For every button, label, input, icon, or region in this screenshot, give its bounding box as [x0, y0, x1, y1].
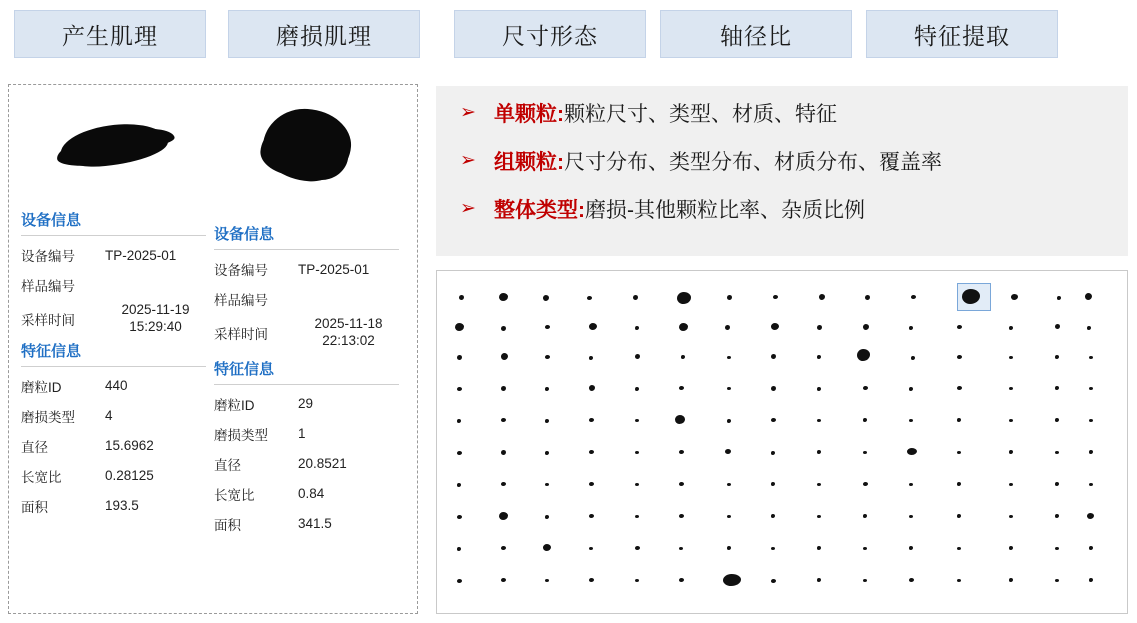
- grid-particle[interactable]: [501, 418, 506, 422]
- grid-particle[interactable]: [725, 325, 730, 330]
- row-key: 磨粒ID: [214, 397, 255, 413]
- grid-particle[interactable]: [1055, 355, 1059, 359]
- table-row: [214, 284, 399, 314]
- grid-particle[interactable]: [545, 451, 549, 455]
- feature-info-title: 特征信息: [21, 340, 206, 367]
- row-key: 采样时间: [214, 326, 268, 342]
- grid-particle[interactable]: [863, 482, 868, 486]
- grid-particle[interactable]: [675, 415, 685, 424]
- grid-particle[interactable]: [771, 386, 776, 391]
- table-row: [214, 509, 399, 539]
- grid-particle[interactable]: [545, 515, 549, 519]
- particle-shape-icon: [58, 119, 170, 170]
- grid-particle[interactable]: [635, 419, 639, 422]
- list-item-text: 颗粒尺寸、类型、材质、特征: [564, 103, 837, 126]
- grid-particle[interactable]: [501, 386, 506, 391]
- grid-particle[interactable]: [501, 326, 506, 331]
- grid-particle[interactable]: [957, 386, 962, 390]
- grid-particle[interactable]: [501, 578, 506, 582]
- grid-particle[interactable]: [1055, 482, 1059, 486]
- grid-particle[interactable]: [771, 323, 779, 330]
- grid-particle[interactable]: [501, 482, 506, 486]
- row-value: TP-2025-01: [298, 261, 370, 277]
- grid-particle[interactable]: [723, 574, 741, 586]
- grid-particle[interactable]: [817, 578, 821, 582]
- grid-particle[interactable]: [633, 295, 638, 300]
- tab-label: 产生肌理: [62, 22, 158, 49]
- grid-particle[interactable]: [589, 356, 593, 360]
- grid-particle[interactable]: [957, 482, 961, 486]
- grid-particle[interactable]: [1009, 450, 1013, 454]
- row-key: 面积: [214, 517, 241, 533]
- grid-particle[interactable]: [1009, 483, 1013, 486]
- grid-particle[interactable]: [681, 355, 685, 359]
- particle-image: [214, 85, 399, 205]
- tab-wear-texture[interactable]: [228, 10, 420, 58]
- grid-particle[interactable]: [817, 515, 821, 518]
- grid-particle[interactable]: [501, 546, 506, 550]
- grid-particle[interactable]: [545, 419, 549, 423]
- grid-particle[interactable]: [457, 355, 462, 360]
- grid-particle[interactable]: [635, 451, 639, 454]
- particle-detail-panel: [8, 84, 418, 614]
- grid-particle[interactable]: [545, 355, 550, 359]
- row-key: 长宽比: [21, 469, 62, 485]
- grid-particle[interactable]: [589, 514, 594, 518]
- tab-label: 特征提取: [914, 22, 1010, 49]
- grid-particle[interactable]: [1089, 450, 1093, 454]
- grid-particle[interactable]: [863, 324, 869, 330]
- grid-particle[interactable]: [909, 515, 913, 518]
- table-row: [21, 491, 206, 521]
- grid-particle[interactable]: [863, 579, 867, 582]
- tab-label: 尺寸形态: [502, 22, 598, 49]
- particle-shape-icon: [260, 106, 353, 184]
- table-row: [21, 270, 206, 300]
- grid-particle[interactable]: [1009, 546, 1013, 550]
- grid-particle[interactable]: [635, 579, 639, 582]
- grid-particle[interactable]: [957, 547, 961, 550]
- grid-particle[interactable]: [545, 483, 549, 486]
- grid-particle[interactable]: [1055, 418, 1059, 422]
- grid-particle[interactable]: [459, 295, 464, 300]
- row-key: 采样时间: [21, 312, 75, 328]
- grid-particle[interactable]: [1055, 547, 1059, 550]
- grid-particle[interactable]: [501, 353, 508, 360]
- grid-particle[interactable]: [1055, 386, 1059, 390]
- table-row: [214, 254, 399, 284]
- row-value: 20.8521: [298, 456, 347, 472]
- grid-particle[interactable]: [679, 323, 688, 331]
- grid-particle[interactable]: [863, 451, 867, 454]
- grid-particle[interactable]: [587, 296, 592, 300]
- grid-particle[interactable]: [1057, 296, 1061, 300]
- grid-particle[interactable]: [725, 449, 731, 454]
- device-info-title: 设备信息: [21, 209, 206, 236]
- grid-particle[interactable]: [817, 483, 821, 486]
- grid-particle[interactable]: [1089, 387, 1093, 390]
- device-info-title: 设备信息: [214, 223, 399, 250]
- grid-particle[interactable]: [907, 448, 917, 455]
- table-row: [214, 314, 399, 352]
- grid-particle[interactable]: [857, 349, 870, 361]
- grid-particle[interactable]: [863, 418, 867, 422]
- grid-particle[interactable]: [589, 385, 595, 391]
- grid-particle[interactable]: [635, 387, 639, 391]
- grid-particle[interactable]: [771, 354, 776, 359]
- grid-particle[interactable]: [865, 295, 870, 300]
- grid-particle[interactable]: [863, 386, 868, 390]
- grid-particle[interactable]: [771, 547, 775, 550]
- row-key: 长宽比: [214, 487, 255, 503]
- grid-particle[interactable]: [457, 451, 462, 455]
- grid-particle[interactable]: [1009, 515, 1013, 518]
- row-value: 0.28125: [105, 468, 154, 484]
- tab-aspect-ratio[interactable]: [660, 10, 852, 58]
- grid-particle[interactable]: [1089, 578, 1093, 582]
- tab-size-morphology[interactable]: [454, 10, 646, 58]
- list-item-text: 尺寸分布、类型分布、材质分布、覆盖率: [564, 151, 942, 174]
- particle-image: [21, 85, 206, 205]
- list-item-label: 单颗粒:: [494, 103, 564, 126]
- grid-particle[interactable]: [1085, 293, 1092, 300]
- row-value: TP-2025-01: [105, 247, 177, 263]
- grid-particle[interactable]: [1055, 324, 1060, 329]
- grid-particle[interactable]: [727, 546, 731, 550]
- tab-label: 轴径比: [720, 22, 792, 49]
- arrow-bullet-icon: ➢: [460, 198, 476, 219]
- grid-particle[interactable]: [635, 515, 639, 518]
- grid-particle[interactable]: [817, 355, 821, 359]
- row-value: 193.5: [105, 498, 139, 514]
- grid-particle[interactable]: [957, 355, 962, 359]
- table-row: [21, 371, 206, 401]
- grid-particle[interactable]: [727, 387, 731, 390]
- grid-particle[interactable]: [679, 578, 684, 582]
- grid-particle[interactable]: [771, 514, 775, 518]
- tab-feature-extraction[interactable]: [866, 10, 1058, 58]
- list-item: [436, 198, 1128, 246]
- grid-particle[interactable]: [1011, 294, 1018, 300]
- arrow-bullet-icon: ➢: [460, 102, 476, 123]
- grid-particle[interactable]: [635, 483, 639, 486]
- grid-particle[interactable]: [817, 325, 822, 330]
- grid-particle[interactable]: [911, 356, 915, 360]
- grid-particle[interactable]: [635, 546, 640, 550]
- grid-particle[interactable]: [589, 418, 594, 422]
- row-key: 样品编号: [214, 293, 268, 308]
- grid-particle[interactable]: [909, 578, 914, 582]
- row-key: 磨损类型: [214, 427, 268, 443]
- grid-particle[interactable]: [957, 514, 961, 518]
- feature-info-title: 特征信息: [214, 358, 399, 385]
- grid-particle[interactable]: [1087, 326, 1091, 330]
- grid-particle[interactable]: [727, 295, 732, 300]
- grid-particle[interactable]: [1089, 419, 1093, 422]
- grid-particle[interactable]: [457, 547, 461, 551]
- grid-particle[interactable]: [589, 547, 593, 550]
- row-key: 直径: [214, 457, 241, 473]
- grid-particle[interactable]: [1009, 419, 1013, 422]
- row-key: 设备编号: [21, 249, 75, 264]
- grid-particle[interactable]: [1009, 356, 1013, 359]
- analysis-summary-box: [436, 86, 1128, 256]
- grid-particle[interactable]: [457, 515, 462, 519]
- tab-label: 磨损肌理: [276, 22, 372, 49]
- grid-particle[interactable]: [679, 386, 684, 390]
- grid-particle[interactable]: [679, 547, 683, 550]
- table-row: [214, 419, 399, 449]
- table-row: [214, 389, 399, 419]
- grid-particle[interactable]: [545, 579, 549, 582]
- grid-particle[interactable]: [499, 512, 508, 520]
- grid-particle[interactable]: [771, 418, 776, 422]
- grid-particle[interactable]: [771, 451, 775, 455]
- grid-particle[interactable]: [909, 419, 913, 422]
- grid-particle[interactable]: [1055, 579, 1059, 582]
- particle-card[interactable]: [21, 85, 206, 613]
- row-value: 2025-11-18 22:13:02: [314, 316, 383, 348]
- grid-particle[interactable]: [589, 578, 594, 582]
- grid-particle[interactable]: [909, 483, 913, 486]
- row-key: 设备编号: [214, 263, 268, 278]
- grid-particle[interactable]: [957, 451, 961, 454]
- grid-particle[interactable]: [863, 547, 867, 550]
- arrow-bullet-icon: ➢: [460, 150, 476, 171]
- row-value: 1: [298, 426, 306, 442]
- row-key: 面积: [21, 499, 48, 515]
- tab-generate-texture[interactable]: [14, 10, 206, 58]
- grid-particle[interactable]: [1009, 578, 1013, 582]
- grid-particle[interactable]: [1055, 514, 1059, 518]
- table-row: [21, 431, 206, 461]
- grid-particle[interactable]: [1089, 356, 1093, 359]
- tab-bar: [0, 10, 1137, 62]
- table-row: [21, 461, 206, 491]
- grid-particle[interactable]: [543, 295, 549, 301]
- table-row: [214, 479, 399, 509]
- list-item: [436, 150, 1128, 198]
- grid-particle[interactable]: [909, 387, 913, 391]
- row-key: 磨粒ID: [21, 379, 62, 395]
- grid-particle[interactable]: [817, 546, 821, 550]
- grid-particle[interactable]: [819, 294, 825, 300]
- row-key: 磨损类型: [21, 409, 75, 425]
- grid-particle[interactable]: [545, 387, 549, 391]
- grid-particle[interactable]: [1055, 451, 1059, 454]
- grid-particle[interactable]: [635, 354, 640, 359]
- grid-particle[interactable]: [457, 579, 462, 583]
- grid-particle[interactable]: [1089, 483, 1093, 486]
- particle-card[interactable]: [214, 85, 399, 613]
- list-item-label: 整体类型:: [494, 199, 585, 222]
- grid-particle[interactable]: [545, 325, 550, 329]
- grid-particle[interactable]: [1087, 513, 1094, 519]
- particle-grid[interactable]: [436, 270, 1128, 614]
- grid-particle[interactable]: [589, 482, 594, 486]
- grid-particle[interactable]: [817, 419, 821, 422]
- row-key: 直径: [21, 439, 48, 455]
- row-value: 440: [105, 378, 128, 394]
- table-row: [21, 300, 206, 338]
- grid-particle[interactable]: [909, 326, 913, 330]
- grid-particle[interactable]: [499, 293, 508, 301]
- grid-particle[interactable]: [455, 323, 464, 331]
- grid-particle[interactable]: [677, 292, 691, 304]
- row-value: 341.5: [298, 516, 332, 532]
- grid-particle[interactable]: [771, 579, 776, 583]
- list-item-text: 磨损-其他颗粒比率、杂质比例: [585, 199, 865, 222]
- grid-particle[interactable]: [457, 419, 461, 423]
- list-item: [436, 102, 1128, 150]
- grid-particle[interactable]: [457, 387, 462, 391]
- grid-particle[interactable]: [727, 356, 731, 359]
- grid-particle[interactable]: [863, 514, 867, 518]
- grid-particle[interactable]: [1009, 326, 1013, 330]
- grid-particle[interactable]: [589, 450, 594, 454]
- grid-particle[interactable]: [1089, 546, 1093, 550]
- grid-particle[interactable]: [909, 546, 913, 550]
- grid-particle[interactable]: [957, 579, 961, 582]
- table-row: [214, 449, 399, 479]
- grid-particle[interactable]: [773, 295, 778, 299]
- row-key: 样品编号: [21, 279, 75, 294]
- grid-particle[interactable]: [679, 482, 684, 486]
- grid-particle[interactable]: [589, 323, 597, 330]
- grid-particle[interactable]: [727, 515, 731, 518]
- table-row: [21, 401, 206, 431]
- grid-particle[interactable]: [957, 418, 961, 422]
- grid-particle[interactable]: [1009, 387, 1013, 390]
- grid-particle[interactable]: [911, 295, 916, 299]
- grid-particle[interactable]: [771, 482, 775, 486]
- grid-particle[interactable]: [727, 483, 731, 486]
- row-value: 4: [105, 408, 113, 424]
- grid-particle[interactable]: [457, 483, 461, 487]
- grid-particle[interactable]: [727, 419, 731, 423]
- grid-particle[interactable]: [817, 450, 821, 454]
- grid-particle[interactable]: [817, 387, 821, 391]
- row-value: 15.6962: [105, 438, 154, 454]
- list-item-label: 组颗粒:: [494, 151, 564, 174]
- grid-particle[interactable]: [635, 326, 639, 330]
- grid-particle[interactable]: [679, 514, 684, 518]
- row-value: 0.84: [298, 486, 325, 502]
- row-value: 29: [298, 396, 314, 412]
- grid-particle[interactable]: [679, 450, 684, 454]
- grid-particle[interactable]: [543, 544, 551, 551]
- table-row: [21, 240, 206, 270]
- grid-particle[interactable]: [957, 325, 962, 329]
- grid-particle[interactable]: [501, 450, 506, 455]
- row-value: 2025-11-19 15:29:40: [121, 302, 190, 334]
